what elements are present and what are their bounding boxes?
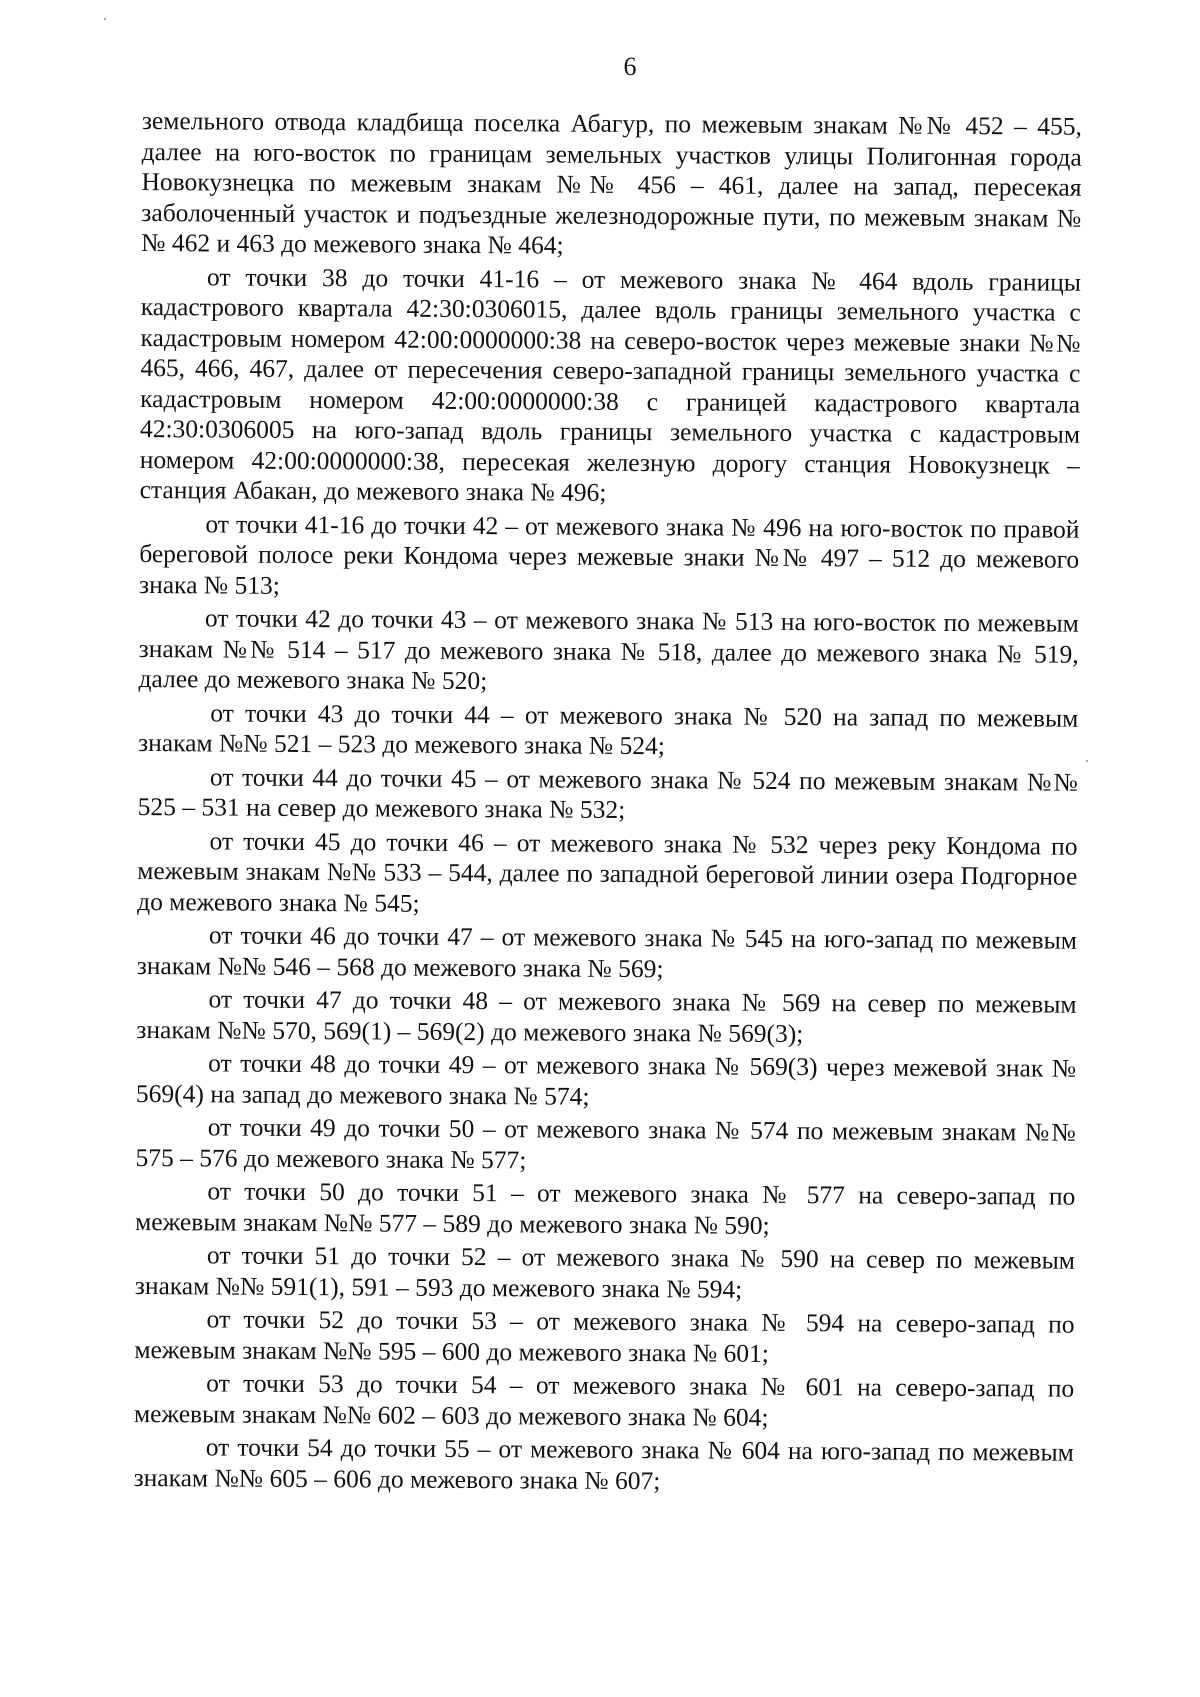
paragraph-boundary-continuation: земельного отвода кладбища поселка Абагур, по межевым знакам №№ 452 – 455, далее на юго-восток по границам земельных участков улицы Полигонная города Новокузнецка по межевым знакам №№ 456 – 461, далее на запад, пересекая заболоченный участок и подъездные железнодорожные пути, по межевым знакам №№ 462 и 463 до межевого знака № 464; xyxy=(141,106,1082,260)
paragraph-point-43-44: от точки 43 до точки 44 – от межевого знака № 520 на запад по межевым знакам №№ 521 – 523 до межевого знака № 524; xyxy=(138,697,1079,761)
page-number: 6 xyxy=(623,52,637,81)
paragraph-point-54-55: от точки 54 до точки 55 – от межевого знака № 604 на юго-запад по межевым знакам №№ 605 – 606 до межевого знака № 607; xyxy=(133,1432,1074,1495)
scan-speck xyxy=(1086,760,1088,762)
paragraph-point-49-50: от точки 49 до точки 50 – от межевого знака № 574 по межевым знакам №№ 575 – 576 до межевого знака № 577; xyxy=(135,1112,1076,1174)
scan-speck xyxy=(104,18,106,20)
paragraph-point-52-53: от точки 52 до точки 53 – от межевого знака № 594 на северо-запад по межевым знакам №№ 595 – 600 до межевого знака № 601; xyxy=(134,1304,1075,1368)
paragraph-point-50-51: от точки 50 до точки 51 – от межевого знака № 577 на северо-запад по межевым знакам №№ 577 – 589 до межевого знака № 590; xyxy=(135,1176,1076,1240)
paragraph-point-46-47: от точки 46 до точки 47 – от межевого знака № 545 на юго-запад по межевым знакам №№ 546 – 568 до межевого знака № 569; xyxy=(136,920,1078,983)
paragraph-point-44-45: от точки 44 до точки 45 – от межевого знака № 524 по межевым знакам №№ 525 – 531 на север до межевого знака № 532; xyxy=(137,761,1078,824)
paragraph-point-41-16-42: от точки 41-16 до точки 42 – от межевого знака № 496 на юго-восток по правой береговой полосе реки Кондома через межевые знаки №№ 497 – 512 до межевого знака № 513; xyxy=(138,508,1080,600)
paragraph-point-53-54: от точки 53 до точки 54 – от межевого знака № 601 на северо-запад по межевым знакам №№ 602 – 603 до межевого знака № 604; xyxy=(133,1368,1075,1432)
paragraph-point-38-41-16: от точки 38 до точки 41-16 – от межевого знака № 464 вдоль границы кадастрового квартала 42:30:0306015, далее вдоль границы земельного участка с кадастровым номером 42:00:0000000:38 на северо-восток через межевые знаки №№ 465, 466, 467, далее от пересечения северо-западной границы земельного участка с кадастровым номером 42:00:0000000:38 с границей кадастрового квартала 42:30:0306005 на юго-запад вдоль границы земельного участка с кадастровым номером 42:00:0000000:38, пересекая железную дорогу станция Новокузнецк – станция Абакан, до межевого знака № 496; xyxy=(139,261,1082,507)
paragraph-point-51-52: от точки 51 до точки 52 – от межевого знака № 590 на север по межевым знакам №№ 591(1), 591 – 593 до межевого знака № 594; xyxy=(134,1240,1076,1304)
paragraph-point-45-46: от точки 45 до точки 46 – от межевого знака № 532 через реку Кондома по межевым знакам №№ 533 – 544, далее по западной береговой линии озера Подгорное до межевого знака № 545; xyxy=(137,825,1078,918)
document-body xyxy=(134,106,1082,1502)
paragraph-point-48-49: от точки 48 до точки 49 – от межевого знака № 569(3) через межевой знак № 569(4) на запад до межевого знака № 574; xyxy=(135,1048,1077,1111)
paragraph-point-42-43: от точки 42 до точки 43 – от межевого знака № 513 на юго-восток по межевым знакам №№ 514 – 517 до межевого знака № 518, далее до межевого знака № 519, далее до межевого знака № 520; xyxy=(138,603,1079,696)
paragraph-point-47-48: от точки 47 до точки 48 – от межевого знака № 569 на север по межевым знакам №№ 570, 569(1) – 569(2) до межевого знака № 569(3); xyxy=(136,984,1077,1048)
